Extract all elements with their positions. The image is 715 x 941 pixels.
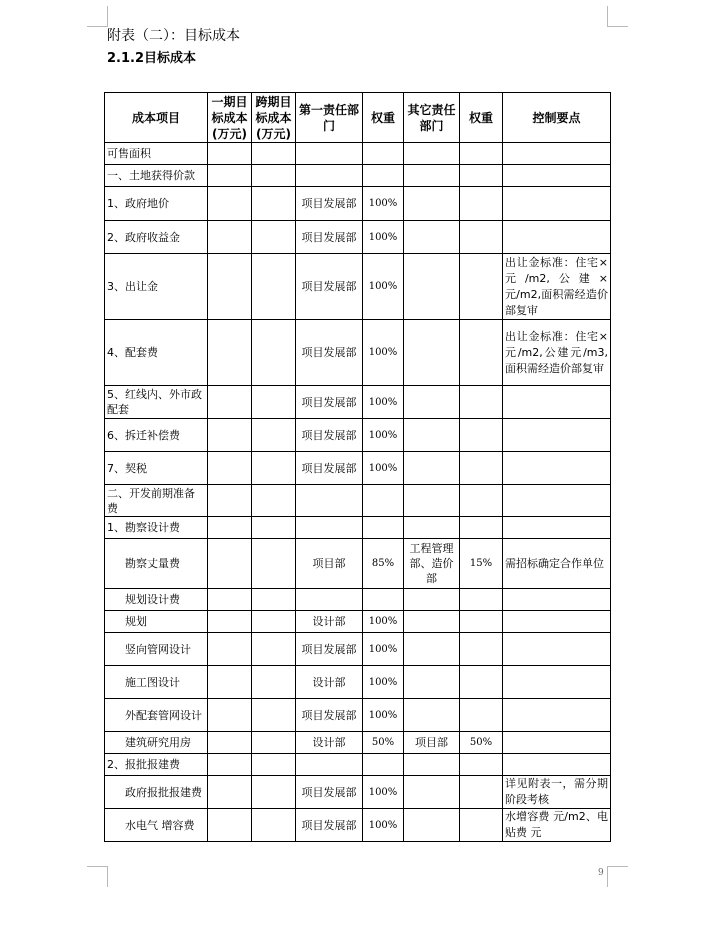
phase1-cost [208, 754, 252, 776]
table-row [105, 221, 611, 254]
cost-item: 外配套管网设计 [105, 699, 208, 732]
primary-weight: 100% [363, 633, 404, 666]
table-row [105, 611, 611, 633]
column-header: 其它责任部门 [404, 93, 460, 143]
other-weight [460, 699, 503, 732]
cross-phase-cost [252, 221, 296, 254]
control-point [503, 732, 611, 754]
column-header: 权重 [460, 93, 503, 143]
cross-phase-cost [252, 419, 296, 452]
control-point: 需招标确定合作单位 [503, 539, 611, 589]
other-weight [460, 320, 503, 386]
control-point [503, 589, 611, 611]
cost-item: 1、勘察设计费 [105, 517, 208, 539]
primary-dept: 项目发展部 [296, 809, 363, 842]
other-weight [460, 143, 503, 165]
target-cost-table [104, 92, 611, 842]
primary-weight [363, 165, 404, 187]
primary-weight [363, 589, 404, 611]
table-row [105, 187, 611, 221]
primary-weight [363, 517, 404, 539]
cost-item: 3、出让金 [105, 254, 208, 320]
other-weight [460, 633, 503, 666]
phase1-cost [208, 699, 252, 732]
other-weight [460, 386, 503, 419]
other-dept [404, 386, 460, 419]
other-weight [460, 221, 503, 254]
control-point: 详见附表一，需分期阶段考核 [503, 776, 611, 809]
primary-dept [296, 143, 363, 165]
cost-item: 建筑研究用房 [105, 732, 208, 754]
table-row [105, 589, 611, 611]
other-weight [460, 165, 503, 187]
control-point [503, 699, 611, 732]
table-row [105, 143, 611, 165]
primary-weight: 50% [363, 732, 404, 754]
appendix-title: 附表（二）：目标成本 [107, 28, 240, 44]
other-dept [404, 187, 460, 221]
page-corner-mark [607, 866, 628, 887]
phase1-cost [208, 419, 252, 452]
cross-phase-cost [252, 187, 296, 221]
control-point: 出让金标准：住宅×元/m2,公建元/m3,面积需经造价部复审 [503, 320, 611, 386]
primary-weight: 100% [363, 452, 404, 485]
cross-phase-cost [252, 320, 296, 386]
phase1-cost [208, 517, 252, 539]
primary-dept: 项目发展部 [296, 776, 363, 809]
other-weight: 15% [460, 539, 503, 589]
cross-phase-cost [252, 666, 296, 699]
section-heading: 2.1.2目标成本 [107, 51, 197, 66]
cross-phase-cost [252, 776, 296, 809]
table-header-row [105, 93, 611, 143]
cost-item: 水电气 增容费 [105, 809, 208, 842]
other-dept: 项目部 [404, 732, 460, 754]
cost-item: 7、契税 [105, 452, 208, 485]
phase1-cost [208, 254, 252, 320]
other-dept [404, 699, 460, 732]
cost-item: 竖向管网设计 [105, 633, 208, 666]
cross-phase-cost [252, 517, 296, 539]
primary-dept [296, 485, 363, 517]
table-row [105, 699, 611, 732]
cost-item: 施工图设计 [105, 666, 208, 699]
control-point [503, 485, 611, 517]
cost-item: 1、政府地价 [105, 187, 208, 221]
page-corner-mark [607, 6, 628, 27]
primary-weight: 100% [363, 221, 404, 254]
other-dept [404, 419, 460, 452]
other-weight [460, 485, 503, 517]
page-number: 9 [598, 868, 604, 878]
primary-dept: 设计部 [296, 666, 363, 699]
column-header: 成本项目 [105, 93, 208, 143]
cross-phase-cost [252, 699, 296, 732]
cross-phase-cost [252, 165, 296, 187]
other-dept [404, 776, 460, 809]
table-row [105, 539, 611, 589]
phase1-cost [208, 143, 252, 165]
table-row [105, 754, 611, 776]
table-row [105, 320, 611, 386]
cost-item: 政府报批报建费 [105, 776, 208, 809]
primary-dept: 项目发展部 [296, 386, 363, 419]
table-row [105, 419, 611, 452]
control-point [503, 165, 611, 187]
phase1-cost [208, 485, 252, 517]
cross-phase-cost [252, 754, 296, 776]
phase1-cost [208, 452, 252, 485]
other-dept [404, 143, 460, 165]
primary-weight: 100% [363, 254, 404, 320]
phase1-cost [208, 732, 252, 754]
phase1-cost [208, 633, 252, 666]
other-weight [460, 754, 503, 776]
control-point [503, 221, 611, 254]
cost-item: 6、拆迁补偿费 [105, 419, 208, 452]
control-point: 出让金标准：住宅×元/m2,公建×元/m2,面积需经造价部复审 [503, 254, 611, 320]
other-dept [404, 485, 460, 517]
primary-weight: 100% [363, 386, 404, 419]
other-weight: 50% [460, 732, 503, 754]
primary-dept: 项目发展部 [296, 254, 363, 320]
table-row [105, 732, 611, 754]
cross-phase-cost [252, 633, 296, 666]
phase1-cost [208, 165, 252, 187]
primary-weight: 100% [363, 776, 404, 809]
other-dept [404, 754, 460, 776]
other-weight [460, 611, 503, 633]
cost-item: 5、红线内、外市政配套 [105, 386, 208, 419]
other-dept [404, 633, 460, 666]
table-row [105, 633, 611, 666]
primary-weight: 100% [363, 320, 404, 386]
other-dept [404, 320, 460, 386]
primary-dept: 项目发展部 [296, 419, 363, 452]
primary-dept: 项目发展部 [296, 633, 363, 666]
control-point [503, 143, 611, 165]
primary-dept: 项目发展部 [296, 320, 363, 386]
primary-dept: 设计部 [296, 732, 363, 754]
page-corner-mark [87, 6, 108, 27]
cross-phase-cost [252, 386, 296, 419]
phase1-cost [208, 589, 252, 611]
primary-weight [363, 485, 404, 517]
table-row [105, 517, 611, 539]
other-weight [460, 776, 503, 809]
control-point [503, 633, 611, 666]
other-dept [404, 254, 460, 320]
table-row [105, 776, 611, 809]
primary-dept: 项目发展部 [296, 699, 363, 732]
page-corner-mark [87, 866, 108, 887]
primary-weight: 100% [363, 666, 404, 699]
other-dept [404, 517, 460, 539]
primary-dept: 项目发展部 [296, 187, 363, 221]
phase1-cost [208, 320, 252, 386]
primary-dept [296, 754, 363, 776]
primary-dept: 项目发展部 [296, 221, 363, 254]
cross-phase-cost [252, 539, 296, 589]
cost-item: 一、土地获得价款 [105, 165, 208, 187]
primary-weight: 100% [363, 699, 404, 732]
cross-phase-cost [252, 589, 296, 611]
cost-item: 勘察丈量费 [105, 539, 208, 589]
other-dept [404, 666, 460, 699]
primary-dept [296, 517, 363, 539]
primary-weight [363, 143, 404, 165]
column-header: 控制要点 [503, 93, 611, 143]
primary-weight: 100% [363, 809, 404, 842]
phase1-cost [208, 809, 252, 842]
primary-dept: 项目发展部 [296, 452, 363, 485]
primary-dept [296, 165, 363, 187]
table-row [105, 485, 611, 517]
phase1-cost [208, 187, 252, 221]
column-header: 跨期目标成本(万元) [252, 93, 296, 143]
primary-weight: 100% [363, 611, 404, 633]
other-dept [404, 452, 460, 485]
cost-item: 规划设计费 [105, 589, 208, 611]
cross-phase-cost [252, 611, 296, 633]
phase1-cost [208, 611, 252, 633]
control-point [503, 187, 611, 221]
primary-dept: 设计部 [296, 611, 363, 633]
other-weight [460, 254, 503, 320]
cost-item: 2、政府收益金 [105, 221, 208, 254]
cross-phase-cost [252, 452, 296, 485]
other-weight [460, 419, 503, 452]
cross-phase-cost [252, 485, 296, 517]
phase1-cost [208, 539, 252, 589]
cost-item: 4、配套费 [105, 320, 208, 386]
cross-phase-cost [252, 809, 296, 842]
other-dept [404, 221, 460, 254]
primary-weight: 85% [363, 539, 404, 589]
column-header: 权重 [363, 93, 404, 143]
primary-weight: 100% [363, 187, 404, 221]
table-row [105, 809, 611, 842]
primary-dept: 项目部 [296, 539, 363, 589]
phase1-cost [208, 776, 252, 809]
cross-phase-cost [252, 732, 296, 754]
other-dept: 工程管理部、造价部 [404, 539, 460, 589]
other-weight [460, 452, 503, 485]
table-row [105, 452, 611, 485]
other-dept [404, 809, 460, 842]
cross-phase-cost [252, 143, 296, 165]
control-point [503, 666, 611, 699]
table-row [105, 666, 611, 699]
other-weight [460, 187, 503, 221]
table-row [105, 386, 611, 419]
control-point [503, 754, 611, 776]
primary-weight [363, 754, 404, 776]
column-header: 一期目标成本(万元) [208, 93, 252, 143]
cost-item: 二、开发前期准备费 [105, 485, 208, 517]
control-point [503, 386, 611, 419]
control-point [503, 452, 611, 485]
table-row [105, 165, 611, 187]
phase1-cost [208, 221, 252, 254]
control-point [503, 419, 611, 452]
other-dept [404, 611, 460, 633]
primary-dept [296, 589, 363, 611]
phase1-cost [208, 386, 252, 419]
control-point [503, 517, 611, 539]
other-dept [404, 165, 460, 187]
cost-item: 可售面积 [105, 143, 208, 165]
other-dept [404, 589, 460, 611]
other-weight [460, 666, 503, 699]
table-row [105, 254, 611, 320]
cost-item: 规划 [105, 611, 208, 633]
other-weight [460, 809, 503, 842]
primary-weight: 100% [363, 419, 404, 452]
other-weight [460, 589, 503, 611]
column-header: 第一责任部门 [296, 93, 363, 143]
phase1-cost [208, 666, 252, 699]
cross-phase-cost [252, 254, 296, 320]
other-weight [460, 517, 503, 539]
control-point [503, 611, 611, 633]
cost-item: 2、报批报建费 [105, 754, 208, 776]
control-point: 水增容费 元/m2、电贴费 元 [503, 809, 611, 842]
